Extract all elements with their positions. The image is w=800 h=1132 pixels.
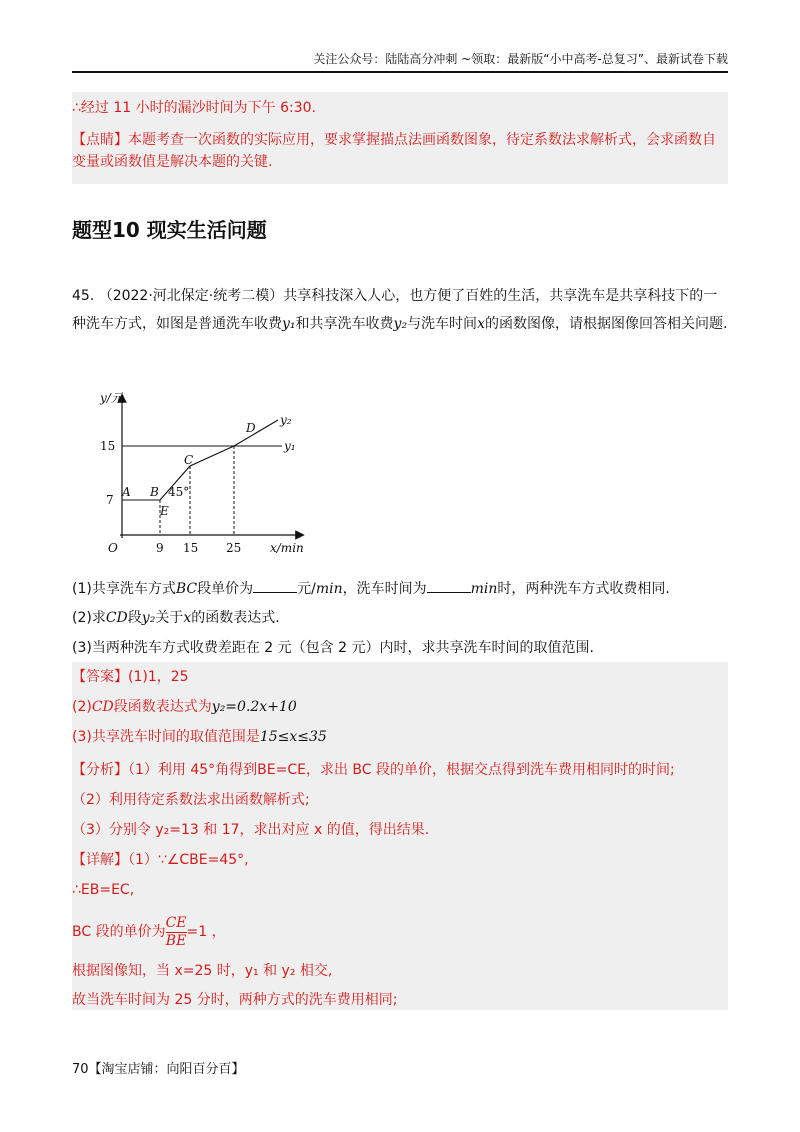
curve-label-y2: y₂ — [280, 413, 292, 427]
p1-a: (1)共享洗车方式 — [72, 581, 176, 597]
detail-line4: 根据图像知，当 x=25 时，y₁ 和 y₂ 相交, — [72, 963, 333, 979]
blank-2[interactable] — [427, 578, 471, 593]
p1-d: 时，两种洗车方式收费相同. — [497, 581, 670, 597]
p2-cd: CD — [105, 610, 128, 626]
detail-line3 — [72, 912, 728, 952]
answer-2-mid: 段函数表达式为 — [113, 699, 212, 715]
y-tick-15: 15 — [100, 439, 116, 453]
stem-part-c: 与洗车时间 — [407, 316, 478, 332]
blank-1[interactable] — [253, 578, 297, 593]
fraction-numerator: CE — [165, 914, 187, 931]
answer-3-expr: 15≤x≤35 — [259, 729, 327, 745]
comment-tag: 【点睛】 — [72, 132, 128, 148]
sub-question-2 — [72, 604, 728, 632]
function-graph — [100, 390, 315, 560]
analysis-line2: （2）利用待定系数法求出函数解析式; — [72, 792, 310, 808]
question-stem — [72, 282, 728, 338]
answer-line2 — [72, 693, 728, 721]
answer-2-expr: y₂=0.2x+10 — [211, 699, 297, 715]
analysis-line1 — [72, 756, 728, 784]
x-tick-15: 15 — [183, 541, 199, 555]
top-solution-comment — [72, 129, 728, 173]
analysis-line3: （3）分别令 y₂=13 和 17，求出对应 x 的值，得出结果. — [72, 822, 430, 838]
answer-1: (1)1，25 — [128, 669, 189, 685]
stem-part-a: 共享科技深入人心，也方便了百姓的生活，共享洗车是共享科技下的一种洗车方式，如图是普通洗车收费 — [72, 288, 718, 332]
origin-label: O — [108, 541, 118, 555]
detail-tag: 【详解】 — [72, 852, 128, 868]
analysis-1: （1）利用 45°角得到BE=CE，求出 BC 段的单价，根据交点得到洗车费用相同时的时间; — [128, 762, 675, 778]
stem-x: x — [477, 316, 485, 332]
y-axis-label: y/元 — [100, 391, 123, 405]
point-E: E — [160, 504, 169, 518]
page-header: 关注公众号：陆陆高分冲刺 ~领取：最新版“小中高考-总复习”、最新试卷下载 — [313, 52, 728, 66]
curve-label-y1: y₁ — [284, 439, 296, 453]
stem-part-d: 的函数图像，请根据图像回答相关问题. — [484, 316, 728, 332]
answer-3-pre: (3)共享洗车时间的取值范围是 — [72, 729, 260, 745]
sub-question-3: (3)当两种洗车方式收费差距在 2 元（包含 2 元）内时，求共享洗车时间的取值范围. — [72, 640, 594, 656]
section-title: 题型10 现实生活问题 — [72, 218, 267, 242]
unit-price-fraction — [166, 915, 187, 950]
stem-y2: y₂ — [393, 316, 408, 332]
answer-2-pre: (2) — [72, 699, 92, 715]
detail-line2: ∴EB=EC, — [72, 882, 135, 898]
page-footer: 70【淘宝店铺：向阳百分百】 — [72, 1062, 245, 1077]
detail-1: （1）∵∠CBE=45°, — [128, 852, 249, 868]
point-C: C — [184, 453, 194, 467]
angle-label: 45° — [168, 485, 190, 499]
p1-c: ，洗车时间为 — [342, 581, 427, 597]
point-B: B — [150, 485, 159, 499]
point-D: D — [246, 421, 256, 435]
comment-text: 本题考查一次函数的实际应用，要求掌握描点法画函数图象，待定系数法求解析式，会求函数自变量或函数值是解决本题的关键. — [72, 132, 716, 170]
p1-b: 段单价为 — [197, 581, 254, 597]
p2-x: x — [183, 610, 192, 626]
p1-min2: min — [470, 581, 498, 597]
x-tick-9: 9 — [156, 541, 164, 555]
fraction-denominator: BE — [165, 932, 187, 949]
y-tick-7: 7 — [106, 493, 114, 507]
detail-3-pre: BC 段的单价为 — [72, 924, 166, 940]
top-solution-line1: ∴经过 11 小时的漏沙时间为下午 6:30. — [72, 100, 316, 116]
stem-y1: y₁ — [282, 316, 296, 332]
p1-min: min — [315, 581, 343, 597]
answer-line1 — [72, 663, 728, 691]
analysis-tag: 【分析】 — [72, 762, 128, 778]
question-number: 45. （2022·河北保定·统考二模） — [72, 288, 284, 304]
detail-line5: 故当洗车时间为 25 分时，两种方式的洗车费用相同; — [72, 992, 398, 1008]
stem-part-b: 和共享洗车收费 — [295, 316, 394, 332]
detail-line1 — [72, 846, 728, 874]
p2-a: (2)求 — [72, 610, 106, 626]
p1-unit: 元/ — [297, 581, 316, 597]
p2-c: 关于 — [155, 610, 184, 626]
point-A: A — [122, 485, 131, 499]
header-rule — [72, 71, 728, 73]
x-tick-25: 25 — [226, 541, 242, 555]
detail-3-post: =1 ， — [186, 924, 226, 940]
sub-question-1 — [72, 575, 728, 603]
x-axis-label: x/min — [270, 541, 304, 555]
p2-y2: y₂ — [141, 610, 156, 626]
p2-d: 的函数表达式. — [191, 610, 280, 626]
answer-2-cd: CD — [91, 699, 114, 715]
answer-tag: 【答案】 — [72, 669, 128, 685]
answer-line3 — [72, 723, 728, 751]
p1-bc: BC — [175, 581, 198, 597]
p2-b: 段 — [127, 610, 142, 626]
